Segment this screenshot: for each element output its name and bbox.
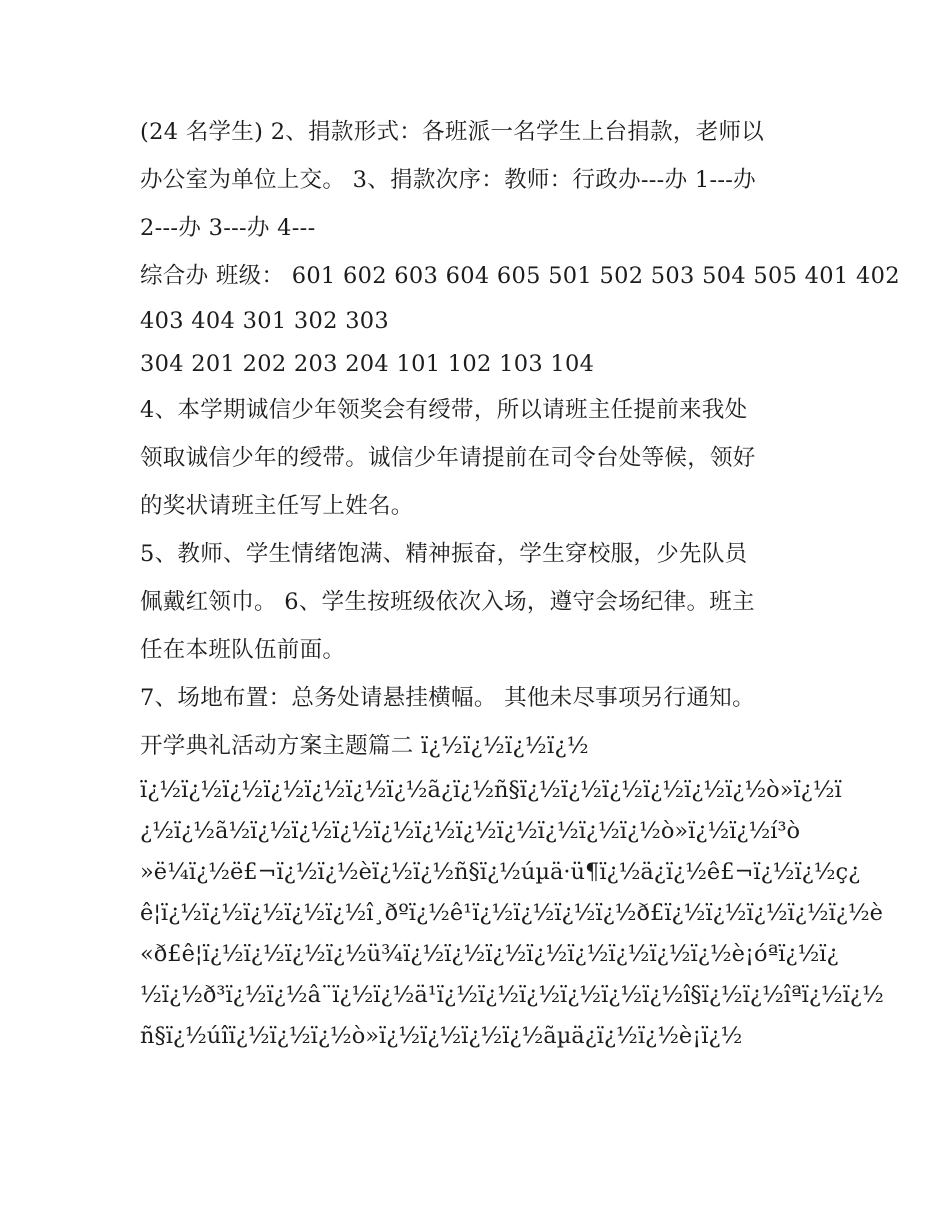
- text-line: 7、场地布置：总务处请悬挂横幅。 其他未尽事项另行通知。: [140, 685, 755, 711]
- garbled-text-line: »ë¼ï¿½ë£¬ï¿½ï¿½èï¿½ï¿½ñ§ï¿½úµä·ü¶ï¿½ä¿ï¿½ê£¬ï¿½ï¿½ç¿: [140, 859, 861, 885]
- section-heading-line: 开学典礼活动方案主题篇二 ï¿½ï¿½ï¿½ï¿½: [140, 733, 589, 759]
- document-body: [140, 108, 900, 1057]
- garbled-text-line: «ð£ê¦ï¿½ï¿½ï¿½ï¿½ü¾ï¿½ï¿½ï¿½ï¿½ï¿½ï¿½ï¿½ï¿½è¡óªï¿½ï¿: [140, 941, 839, 967]
- text-line: (24 名学生) 2、捐款形式：各班派一名学生上台捐款，老师以: [140, 119, 765, 145]
- garbled-text-line: ñ§ï¿½úîï¿½ï¿½ï¿½ò»ï¿½ï¿½ï¿½ï¿½ãµä¿ï¿½ï¿½è¡ï¿½: [140, 1023, 743, 1049]
- garbled-text-line: ½ï¿½ð³ï¿½ï¿½â¨ï¿½ï¿½ä¹ï¿½ï¿½ï¿½ï¿½ï¿½ï¿½î§ï¿½ï¿½îªï¿½ï¿½: [140, 982, 884, 1008]
- text-line: 的奖状请班主任写上姓名。: [140, 493, 414, 519]
- text-line: 任在本班队伍前面。: [140, 637, 346, 663]
- garbled-text-line: ê¦ï¿½ï¿½ï¿½ï¿½ï¿½î¸ðºï¿½ê¹ï¿½ï¿½ï¿½ï¿½ð£ï¿½ï¿½ï¿½ï¿½ï¿½è: [140, 900, 883, 926]
- text-line: 5、教师、学生情绪饱满、精神振奋，学生穿校服，少先队员: [140, 541, 748, 567]
- text-line: 办公室为单位上交。 3、捐款次序：教师：行政办---办 1---办: [140, 167, 756, 193]
- text-line: 403 404 301 302 303: [140, 308, 390, 334]
- text-line: 综合办 班级： 601 602 603 604 605 501 502 503 504 505 401 402: [140, 263, 900, 289]
- text-line: 佩戴红领巾。 6、学生按班级依次入场，遵守会场纪律。班主: [140, 589, 755, 615]
- text-line: 4、本学期诚信少年领奖会有绶带，所以请班主任提前来我处: [140, 397, 748, 423]
- text-line: 2---办 3---办 4---: [140, 215, 316, 241]
- text-line: 304 201 202 203 204 101 102 103 104: [140, 351, 595, 377]
- garbled-text-line: ¿½ï¿½ã½ï¿½ï¿½ï¿½ï¿½ï¿½ï¿½ï¿½ï¿½ï¿½ï¿½ò»ï¿½ï¿½í³ò: [140, 818, 801, 844]
- garbled-text-line: ï¿½ï¿½ï¿½ï¿½ï¿½ï¿½ï¿½ã¿ï¿½ñ§ï¿½ï¿½ï¿½ï¿½ï¿½ï¿½ò»ï¿½ï: [140, 777, 842, 803]
- text-line: 领取诚信少年的绶带。诚信少年请提前在司令台处等候，领好: [140, 445, 756, 471]
